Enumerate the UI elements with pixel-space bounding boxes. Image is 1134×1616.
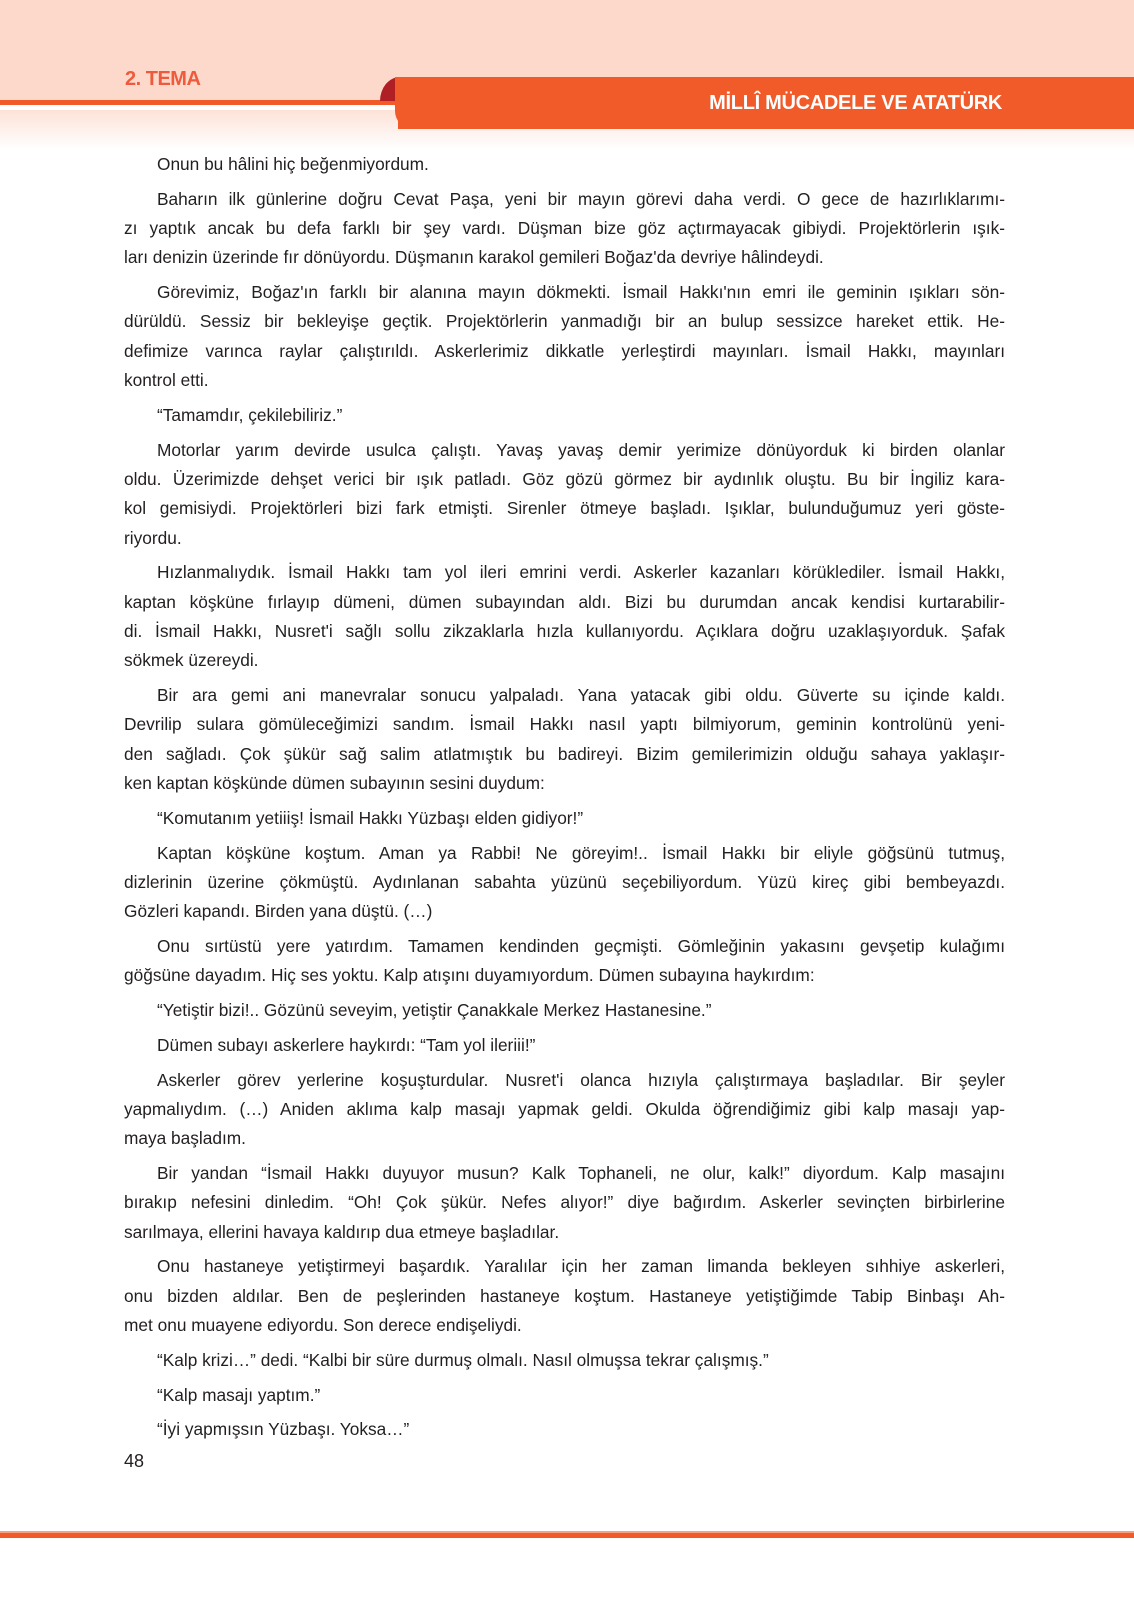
paragraph	[124, 185, 1005, 273]
text-line: dürüldü. Sessiz bir bekleyişe geçtik. Projektörlerin yanmadığı bir an bulup sessizce hareket ettik. He-	[124, 311, 1005, 332]
text-line: sarılmaya, ellerini havaya kaldırıp dua etmeye başladılar.	[124, 1221, 560, 1242]
paragraph	[124, 1159, 1005, 1247]
text-line: met onu muayene ediyordu. Son derece endişeliydi.	[124, 1314, 522, 1335]
paragraph	[124, 839, 1005, 927]
text-line: Onun bu hâlini hiç beğenmiyordum.	[157, 154, 429, 174]
paragraph	[124, 278, 1005, 395]
text-line: Devrilip sulara gömüleceğimizi sandım. İsmail Hakkı nasıl yaptı bilmiyorum, geminin kontrolünü yeni-	[124, 714, 1005, 735]
text-line: Hızlanmalıydık. İsmail Hakkı tam yol ileri emrini verdi. Askerler kazanları körüklediler. İsmail Hakkı,	[157, 562, 1005, 583]
section-label: 2. TEMA	[125, 68, 201, 90]
paragraph	[124, 1415, 1005, 1444]
text-line: Baharın ilk günlerine doğru Cevat Paşa, yeni bir mayın görevi daha verdi. O gece de hazırlıklarımı-	[157, 188, 1005, 209]
text-line: “Kalp masajı yaptım.”	[157, 1384, 321, 1405]
text-line: di. İsmail Hakkı, Nusret'i sağlı sollu zikzaklarla hızla kullanıyordu. Açıklara doğru uzaklaşıyorduk. Şafak	[124, 620, 1005, 641]
text-line: Dümen subayı askerlere haykırdı: “Tam yol ileriii!”	[157, 1034, 536, 1055]
paragraph	[124, 932, 1005, 991]
text-line: “Komutanım yetiiiş! İsmail Hakkı Yüzbaşı elden gidiyor!”	[157, 807, 584, 828]
paragraph	[124, 150, 1005, 179]
text-line: zı yaptık ancak bu defa farklı bir şey vardı. Düşman bize göz açtırmayacak gibiydi. Projektörlerin ışık-	[124, 218, 1005, 239]
text-line: Gözleri kapandı. Birden yana düştü. (…)	[124, 901, 433, 922]
text-line: Onu hastaneye yetiştirmeyi başardık. Yaralılar için her zaman limanda bekleyen sıhhiye askerleri,	[157, 1256, 1005, 1277]
text-line: ken kaptan köşkünde dümen subayının sesini duydum:	[124, 772, 545, 793]
text-line: sökmek üzereydi.	[124, 650, 259, 671]
text-line: “Yetiştir bizi!.. Gözünü seveyim, yetiştir Çanakkale Merkez Hastanesine.”	[157, 1000, 712, 1021]
text-line: Bir ara gemi ani manevralar sonucu yalpaladı. Yana yatacak gibi oldu. Güverte su içinde kaldı.	[157, 685, 1005, 706]
text-line: dizlerinin üzerine çökmüştü. Aydınlanan sabahta yüzünü seçebiliyordum. Yüzü kireç gibi bembeyazdı.	[124, 871, 1005, 892]
text-line: kol gemisiydi. Projektörleri bizi fark etmişti. Sirenler ötmeye başladı. Işıklar, bulunduğumuz yeri göste-	[124, 498, 1005, 519]
text-line: Kaptan köşküne koştum. Aman ya Rabbi! Ne göreyim!.. İsmail Hakkı bir eliyle göğsünü tutmuş,	[157, 842, 1005, 863]
text-line: kaptan köşküne fırlayıp dümeni, dümen subayından aldı. Bizi bu durumdan ancak kendisi kurtarabilir-	[124, 591, 1005, 612]
text-line: “Tamamdır, çekilebiliriz.”	[157, 404, 343, 425]
paragraph	[124, 401, 1005, 430]
text-line: Bir yandan “İsmail Hakkı duyuyor musun? Kalk Tophaneli, ne olur, kalk!” diyordum. Kalp masajını	[157, 1163, 1005, 1183]
paragraph	[124, 1066, 1005, 1154]
text-line: yapmalıydım. (…) Aniden aklıma kalp masajı yapmak geldi. Okulda öğrendiğimiz gibi kalp masajı yap-	[124, 1098, 1005, 1119]
text-line: Onu sırtüstü yere yatırdım. Tamamen kendinden geçmişti. Gömleğinin yakasını gevşetip kulağımı	[157, 935, 1005, 956]
text-line: defimize varınca raylar çalıştırıldı. Askerlerimiz dikkatle yerleştirdi mayınları. İsmail Hakkı, mayınları	[124, 340, 1005, 361]
paragraph	[124, 1381, 1005, 1410]
page-number: 48	[124, 1451, 145, 1471]
footer-rule	[0, 1533, 1134, 1538]
text-line: oldu. Üzerimizde dehşet verici bir ışık patladı. Göz gözü görmez bir aydınlık oluştu. Bu bir İngiliz kara-	[124, 468, 1005, 489]
text-line: den sağladı. Çok şükür sağ salim atlatmıştık bu badireyi. Bizim gemilerimizin olduğu sahaya yaklaşır-	[124, 743, 1005, 764]
text-line: Görevimiz, Boğaz'ın farklı bir alanına mayın dökmekti. İsmail Hakkı'nın emri ile geminin ışıkları sön-	[157, 282, 1005, 303]
text-line: “İyi yapmışsın Yüzbaşı. Yoksa…”	[157, 1419, 410, 1440]
text-line: onu bizden aldılar. Ben de peşlerinden hastaneye koştum. Hastaneye yetiştiğimde Tabip Binbaşı Ah-	[124, 1285, 1005, 1306]
text-line: bırakıp nefesini dinledim. “Oh! Çok şükür. Nefes alıyor!” diye bağırdım. Askerler sevinçten birbirlerine	[124, 1192, 1005, 1213]
header-band-fold	[398, 77, 428, 129]
text-line: Motorlar yarım devirde usulca çalıştı. Yavaş yavaş demir yerimize dönüyorduk ki birden olanlar	[157, 439, 1005, 460]
paragraph	[124, 804, 1005, 833]
paragraph	[124, 558, 1005, 675]
paragraph	[124, 436, 1005, 553]
paragraph	[124, 996, 1005, 1025]
text-line: maya başladım.	[124, 1128, 246, 1149]
header-rule-gap	[0, 105, 400, 110]
text-line: riyordu.	[124, 527, 182, 548]
body-text	[124, 150, 1005, 1450]
text-line: ları denizin üzerinde fır dönüyordu. Düşmanın karakol gemileri Boğaz'da devriye hâlindeydi.	[124, 247, 824, 268]
paragraph	[124, 1031, 1005, 1060]
paragraph	[124, 681, 1005, 798]
chapter-title: MİLLÎ MÜCADELE VE ATATÜRK	[709, 92, 1002, 114]
text-line: kontrol etti.	[124, 370, 209, 391]
paragraph	[124, 1252, 1005, 1340]
text-line: göğsüne dayadım. Hiç ses yoktu. Kalp atışını duyamıyordum. Dümen subayına haykırdım:	[124, 965, 815, 986]
text-line: Askerler görev yerlerine koşuşturdular. Nusret'i olanca hızıyla çalıştırmaya başladılar. Bir şeyler	[157, 1069, 1005, 1090]
text-line: “Kalp krizi…” dedi. “Kalbi bir süre durmuş olmalı. Nasıl olmuşsa tekrar çalışmış.”	[157, 1349, 769, 1370]
paragraph	[124, 1346, 1005, 1375]
